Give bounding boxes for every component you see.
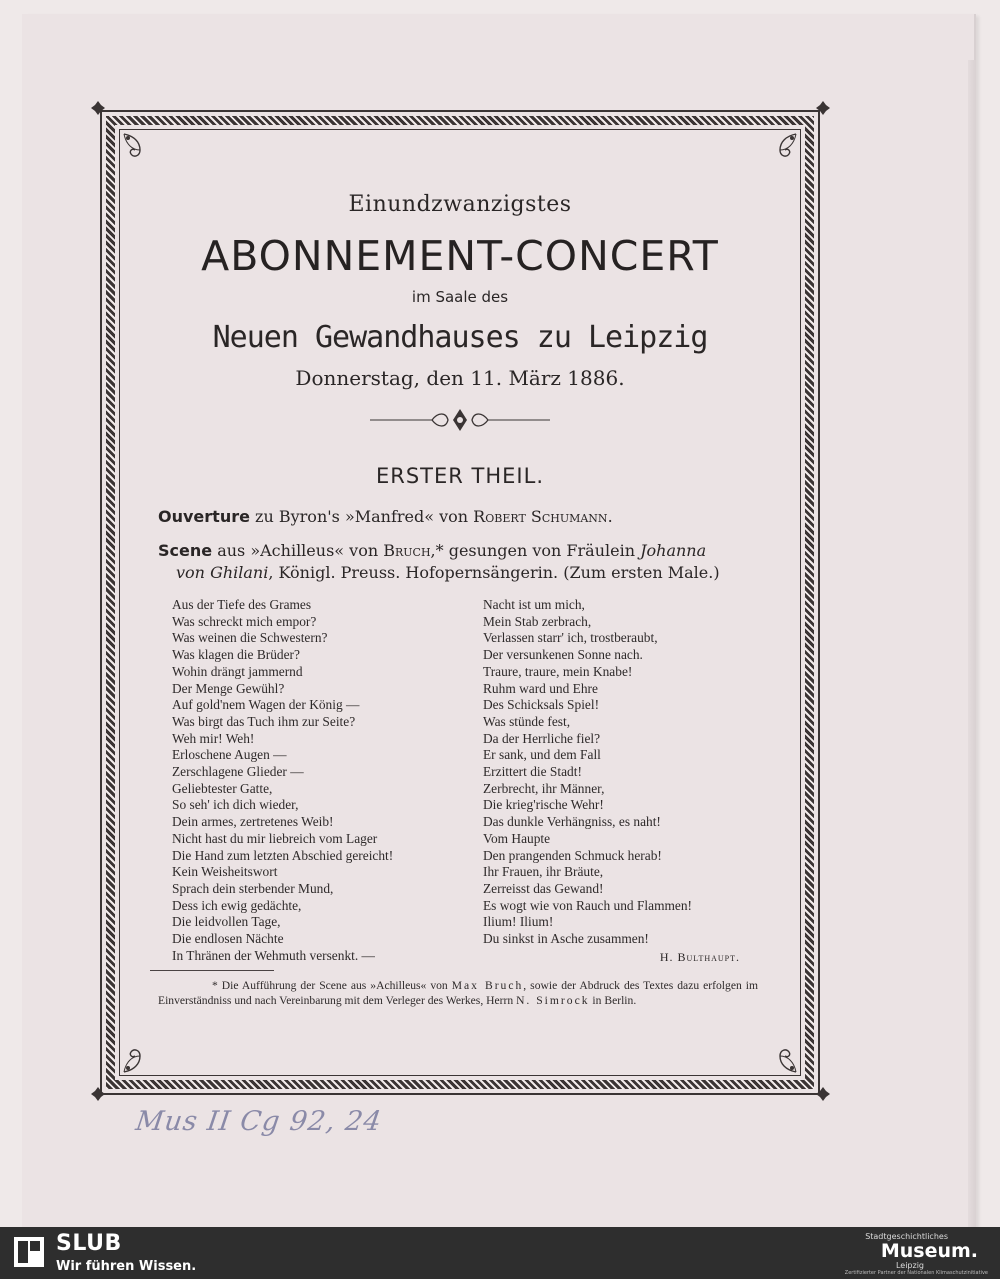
item-text: zu Byron's »Manfred« von (249, 507, 474, 526)
lyric-line: Weh mir! Weh! (172, 730, 255, 746)
lyric-line: Erloschene Augen — (172, 747, 287, 763)
lyric-line: In Thränen der Wehmuth versenkt. — (172, 947, 375, 963)
lyric-line: Verlassen starr' ich, trostberaubt, (483, 630, 658, 646)
lyric-line: So seh' ich dich wieder, (172, 797, 299, 813)
lyricist-name: H. Bulthaupt. (659, 950, 740, 964)
lyric-line: Kein Weisheitswort (172, 864, 278, 880)
corner-tip-icon (91, 1087, 105, 1101)
lyric-line: Wohin drängt jammernd (172, 663, 303, 679)
composer-name: Bruch, (383, 541, 436, 560)
lyric-line: Zerschlagene Glieder — (172, 764, 304, 780)
venue-prefix: im Saale des (411, 288, 509, 306)
program-item-overture (158, 506, 778, 528)
lyric-line: Die Hand zum letzten Abschied gereicht! (172, 847, 394, 863)
lyric-line: Was weinen die Schwestern? (172, 630, 328, 646)
slub-subtitle: Wir führen Wissen. (56, 1259, 197, 1274)
footnote-name: Max Bruch (451, 979, 524, 992)
lyric-line: Ilium! Ilium! (483, 914, 554, 930)
lyric-line: Die endlosen Nächte (172, 931, 284, 947)
footnote-rule (150, 970, 274, 971)
corner-tip-icon (816, 1087, 830, 1101)
lyric-line: Dess ich ewig gedächte, (172, 897, 302, 913)
singer-name: von Ghilani (176, 563, 269, 582)
footnote-text: * Die Aufführung der Scene aus »Achilleus« von (212, 979, 452, 992)
footnote-name: N. Simrock (516, 994, 590, 1007)
footer-bar (0, 1227, 1000, 1279)
singer-name: Johanna (640, 541, 707, 560)
lyric-line: Du sinkst in Asche zusammen! (483, 931, 649, 947)
lyric-line: Ruhm ward und Ehre (483, 680, 598, 696)
item-text: aus »Achilleus« von (212, 541, 384, 560)
lyric-line: Aus der Tiefe des Grames (172, 597, 312, 612)
lyric-line: Er sank, und dem Fall (483, 747, 601, 763)
corner-flourish-icon (758, 132, 798, 172)
venue-name: Neuen Gewandhauses zu Leipzig (212, 320, 708, 355)
museum-city: Leipzig (895, 1261, 924, 1270)
lyric-line: Es wogt wie von Rauch und Flammen! (483, 897, 693, 913)
museum-note: Zertifizierter Partner der Nationalen Klimaschutzinitiative (844, 1270, 988, 1276)
lyric-line: Sprach dein sterbender Mund, (172, 880, 334, 896)
section-heading: ERSTER THEIL. (375, 464, 544, 488)
lyric-line: Zerreisst das Gewand! (483, 880, 604, 896)
lyric-line: Geliebtester Gatte, (172, 780, 273, 796)
corner-tip-icon (816, 101, 830, 115)
lyric-line: Was klagen die Brüder? (172, 647, 300, 663)
lyric-line: Dein armes, zertretenes Weib! (172, 814, 334, 830)
item-text: * gesungen von Fräulein (435, 541, 641, 560)
slub-title: SLUB (56, 1231, 122, 1256)
item-label: Ouverture (158, 507, 250, 526)
lyric-line: Die krieg'rische Wehr! (483, 797, 604, 813)
corner-flourish-icon (122, 1034, 162, 1074)
footnote-text: in Berlin. (589, 994, 637, 1007)
corner-tip-icon (91, 101, 105, 115)
lyric-line: Das dunkle Verhängniss, es naht! (483, 814, 661, 830)
museum-name: Museum. (880, 1240, 978, 1262)
concert-date: Donnerstag, den 11. März 1886. (295, 366, 625, 390)
lyric-line: Der versunkenen Sonne nach. (483, 647, 643, 663)
page-title: ABONNEMENT-CONCERT (201, 232, 719, 280)
lyric-line: Erzittert die Stadt! (483, 764, 582, 780)
title-ornament-icon (370, 406, 550, 434)
lyric-line: Des Schicksals Spiel! (483, 697, 600, 713)
museum-label: Stadtgeschichtliches (865, 1232, 948, 1241)
program-item-scene (158, 540, 778, 584)
lyric-line: Was birgt das Tuch ihm zur Seite? (172, 713, 356, 729)
lyric-line: Ihr Frauen, ihr Bräute, (483, 864, 604, 880)
composer-name: Robert Schumann (473, 507, 608, 526)
lyric-line: Mein Stab zerbrach, (483, 613, 592, 629)
slub-logo-icon (12, 1235, 46, 1269)
lyric-line: Den prangenden Schmuck herab! (483, 847, 662, 863)
lyrics-column-left (172, 597, 472, 964)
lyric-line: Was schreckt mich empor? (172, 613, 317, 629)
item-text: , Königl. Preuss. Hofopernsängerin. (Zum ersten Male.) (268, 563, 720, 582)
lyrics-column-right (483, 597, 783, 948)
shelfmark-handwriting: Mus II Cg 92, 24 (133, 1106, 384, 1137)
lyric-line: Die leidvollen Tage, (172, 914, 281, 930)
lyric-line: Da der Herrliche fiel? (483, 730, 601, 746)
corner-flourish-icon (758, 1034, 798, 1074)
lyric-line: Nicht hast du mir liebreich vom Lager (172, 830, 378, 846)
lyric-line: Der Menge Gewühl? (172, 680, 285, 696)
lyric-line: Zerbrecht, ihr Männer, (483, 780, 605, 796)
footnote (158, 978, 758, 1008)
item-label: Scene (158, 541, 213, 560)
lyric-line: Traure, traure, mein Knabe! (483, 663, 633, 679)
corner-flourish-icon (122, 132, 162, 172)
footnote-text: , sowie der Abdruck des Textes dazu erfolgen im Einverständniss und nach Vereinbarung mit dem Verleger des Werkes, Herrn (158, 979, 758, 1007)
lyric-line: Vom Haupte (483, 830, 551, 846)
item-text: . (607, 507, 613, 526)
sheet-edge (968, 60, 976, 1236)
concert-number: Einundzwanzigstes (348, 192, 572, 217)
lyric-line: Nacht ist um mich, (483, 597, 585, 612)
lyric-line: Was stünde fest, (483, 713, 571, 729)
lyric-line: Auf gold'nem Wagen der König — (172, 697, 360, 713)
